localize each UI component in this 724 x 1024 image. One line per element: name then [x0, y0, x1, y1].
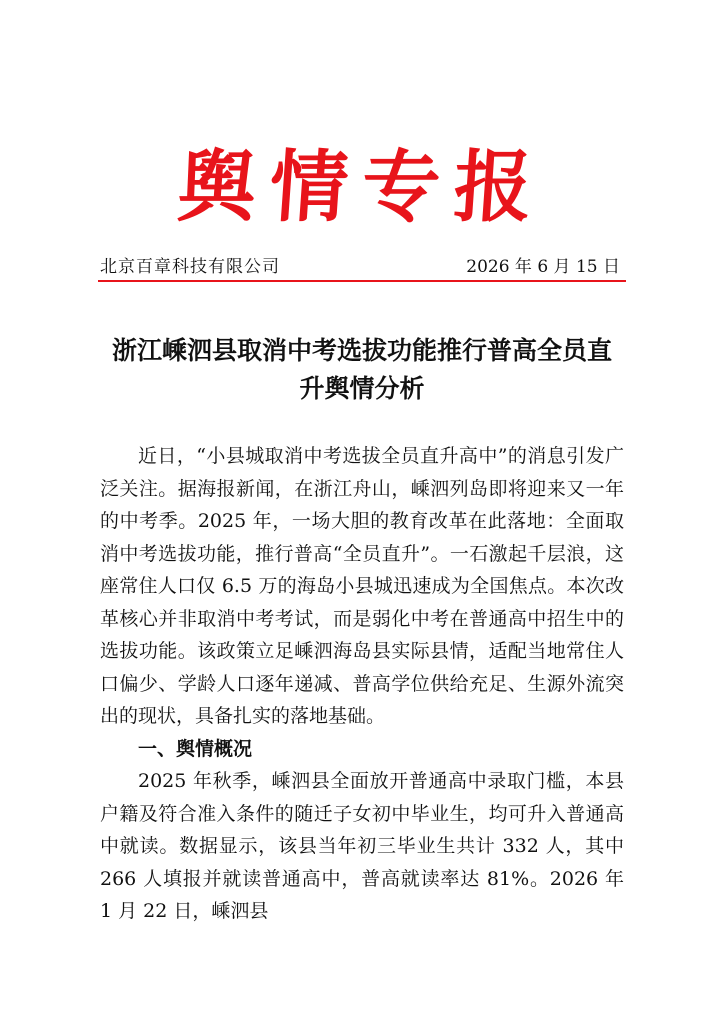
paragraph-overview: 2025 年秋季，嵊泗县全面放开普通高中录取门槛，本县户籍及符合准入条件的随迁子女初中毕业生，均可升入普通高中就读。数据显示，该县当年初三毕业生共计 332 人，其中 266 人填报并就读普通高中，普高就读率达 81%。2026 年 1 月 22 日，嵊泗县: [100, 770, 624, 922]
organization-name: 北京百章科技有限公司: [100, 257, 280, 277]
masthead-title: 舆情专报: [174, 142, 550, 233]
issue-date: 2026 年 6 月 15 日: [466, 257, 620, 277]
article-title: 浙江嵊泗县取消中考选拔功能推行普高全员直升舆情分析: [111, 336, 612, 403]
header-info-row: [100, 256, 624, 278]
article-body: [100, 440, 624, 928]
paragraph-intro: 近日，“小县城取消中考选拔全员直升高中”的消息引发广泛关注。据海报新闻，在浙江舟山，嵊泗列岛即将迎来又一年的中考季。2025 年，一场大胆的教育改革在此落地：全面取消中考选拔功能，推行普高“全员直升”。一石激起千层浪，这座常住人口仅 6.5 万的海岛小县城迅速成为全国焦点。本次改革核心并非取消中考考试，而是弱化中考在普通高中招生中的选拔功能。该政策立足嵊泗海岛县实际县情，适配当地常住人口偏少、学龄人口逐年递减、普高学位供给充足、生源外流突出的现状，具备扎实的落地基础。: [100, 445, 624, 727]
header-divider: [98, 280, 626, 282]
section-heading-overview: 一、舆情概况: [138, 737, 253, 760]
